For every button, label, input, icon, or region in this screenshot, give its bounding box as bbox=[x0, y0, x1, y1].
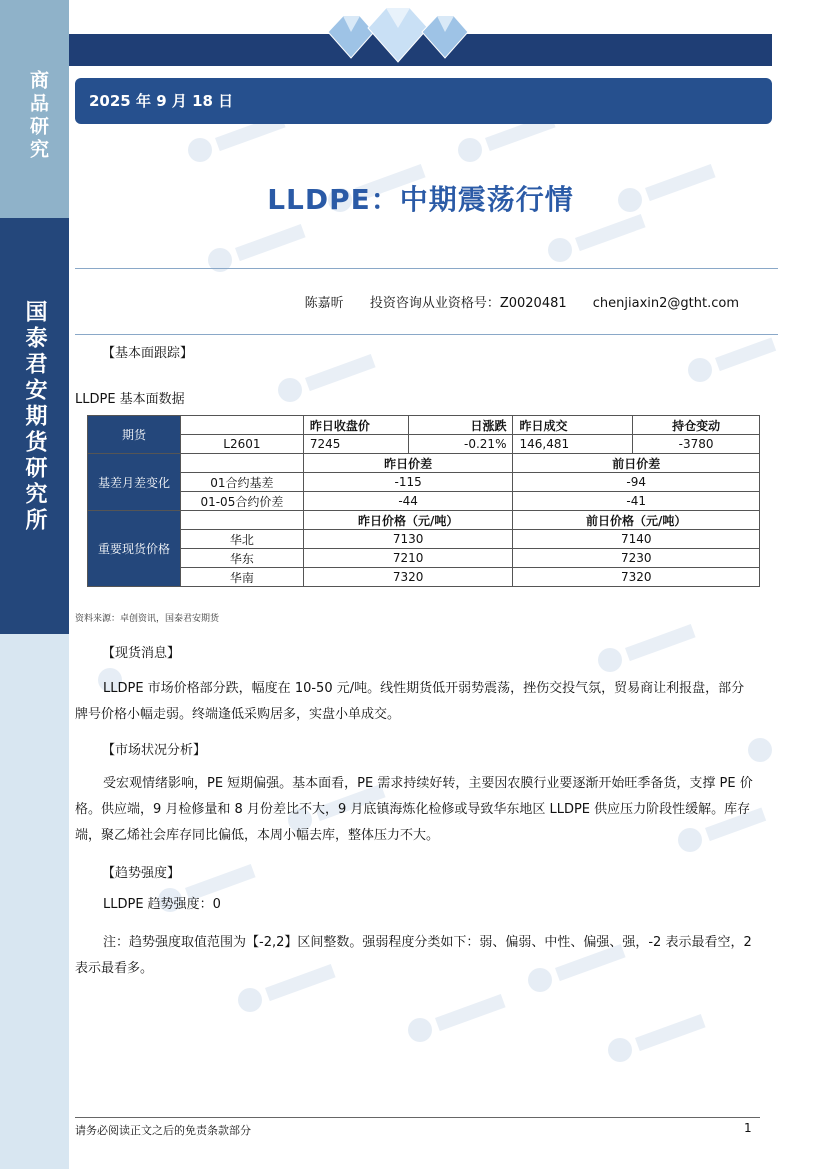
col-volume-header: 昨日成交 bbox=[513, 416, 633, 435]
table-row bbox=[88, 511, 760, 530]
gem-logo-icon bbox=[318, 2, 478, 64]
north-prior: 7140 bbox=[513, 530, 760, 549]
author-name: 陈嘉昕 bbox=[304, 296, 344, 311]
futures-label: 期货 bbox=[88, 416, 181, 454]
col-prev-spread-header: 昨日价差 bbox=[303, 454, 513, 473]
table-row bbox=[88, 473, 760, 492]
table-row bbox=[88, 435, 760, 454]
strength-paragraph: LLDPE 趋势强度：0 bbox=[103, 897, 221, 912]
south-prev: 7320 bbox=[303, 568, 513, 587]
contract-code: L2601 bbox=[180, 435, 303, 454]
divider-top bbox=[75, 268, 778, 269]
north-prev: 7130 bbox=[303, 530, 513, 549]
footer-divider bbox=[75, 1117, 760, 1118]
col-close-header: 昨日收盘价 bbox=[303, 416, 408, 435]
footer-disclaimer: 请务必阅读正文之后的免责条款部分 bbox=[75, 1124, 251, 1137]
spot-label: 重要现货价格 bbox=[88, 511, 181, 587]
close-price: 7245 bbox=[303, 435, 408, 454]
daily-change: -0.21% bbox=[408, 435, 513, 454]
section-market-analysis: 【市场状况分析】 bbox=[102, 743, 207, 758]
author-email[interactable]: chenjiaxin2@gtht.com bbox=[592, 296, 739, 311]
table-row bbox=[88, 530, 760, 549]
region-south: 华南 bbox=[180, 568, 303, 587]
sidebar-category: 商品研究 bbox=[27, 70, 49, 162]
author-qualification: 投资咨询从业资格号：Z0020481 bbox=[369, 296, 567, 311]
region-north: 华北 bbox=[180, 530, 303, 549]
divider-bottom bbox=[75, 334, 778, 335]
table-row bbox=[88, 568, 760, 587]
col-oi-header: 持仓变动 bbox=[633, 416, 760, 435]
basis-prev: -115 bbox=[303, 473, 513, 492]
spread-prev: -44 bbox=[303, 492, 513, 511]
section-fundamentals: 【基本面跟踪】 bbox=[102, 346, 194, 361]
sidebar-institute: 国泰君安期货研究所 bbox=[22, 300, 47, 534]
report-title: LLDPE：中期震荡行情 bbox=[267, 183, 574, 216]
fundamentals-table bbox=[87, 415, 760, 587]
basis-name: 01合约基差 bbox=[180, 473, 303, 492]
analysis-paragraph: 受宏观情绪影响，PE 短期偏强。基本面看，PE 需求持续好转，主要因农膜行业要逐渐开始旺季备货，支撑 PE 价格。供应端，9 月检修量和 8 月份差比不大，9 月底镇海炼化检修或导致华东地区 LLDPE 供应压力阶段性缓解。库存端，聚乙烯社会库存同比偏低，本周小幅去库，整体压力不大。 bbox=[75, 776, 753, 843]
date-banner bbox=[75, 78, 772, 124]
col-prev-price-header: 昨日价格（元/吨） bbox=[303, 511, 513, 530]
table-source: 资料来源：卓创资讯，国泰君安期货 bbox=[75, 614, 220, 624]
table-row bbox=[88, 416, 760, 435]
east-prev: 7210 bbox=[303, 549, 513, 568]
basis-label: 基差月差变化 bbox=[88, 454, 181, 511]
volume-value: 146,481 bbox=[513, 435, 633, 454]
oi-change-value: -3780 bbox=[633, 435, 760, 454]
section-spot-news: 【现货消息】 bbox=[102, 646, 181, 661]
basis-prior: -94 bbox=[513, 473, 760, 492]
spread-prior: -41 bbox=[513, 492, 760, 511]
south-prior: 7320 bbox=[513, 568, 760, 587]
table-row bbox=[88, 492, 760, 511]
table-row bbox=[88, 454, 760, 473]
col-change-header: 日涨跌 bbox=[408, 416, 513, 435]
note-paragraph: 注：趋势强度取值范围为【-2,2】区间整数。强弱程度分类如下：弱、偏弱、中性、偏强、强，-2 表示最看空，2 表示最看多。 bbox=[75, 935, 752, 976]
page-number: 1 bbox=[744, 1121, 752, 1135]
section-trend-strength: 【趋势强度】 bbox=[102, 866, 181, 881]
spread-name: 01-05合约价差 bbox=[180, 492, 303, 511]
table-caption: LLDPE 基本面数据 bbox=[75, 392, 185, 407]
spot-paragraph: LLDPE 市场价格部分跌，幅度在 10-50 元/吨。线性期货低开弱势震荡，挫伤交投气氛，贸易商让利报盘，部分牌号价格小幅走弱。终端逢低采购居多，实盘小单成交。 bbox=[75, 681, 745, 722]
col-prior-spread-header: 前日价差 bbox=[513, 454, 760, 473]
region-east: 华东 bbox=[180, 549, 303, 568]
report-date: 2025 年 9 月 18 日 bbox=[89, 92, 234, 110]
east-prior: 7230 bbox=[513, 549, 760, 568]
col-prior-price-header: 前日价格（元/吨） bbox=[513, 511, 760, 530]
table-row bbox=[88, 549, 760, 568]
author-line bbox=[75, 292, 739, 311]
